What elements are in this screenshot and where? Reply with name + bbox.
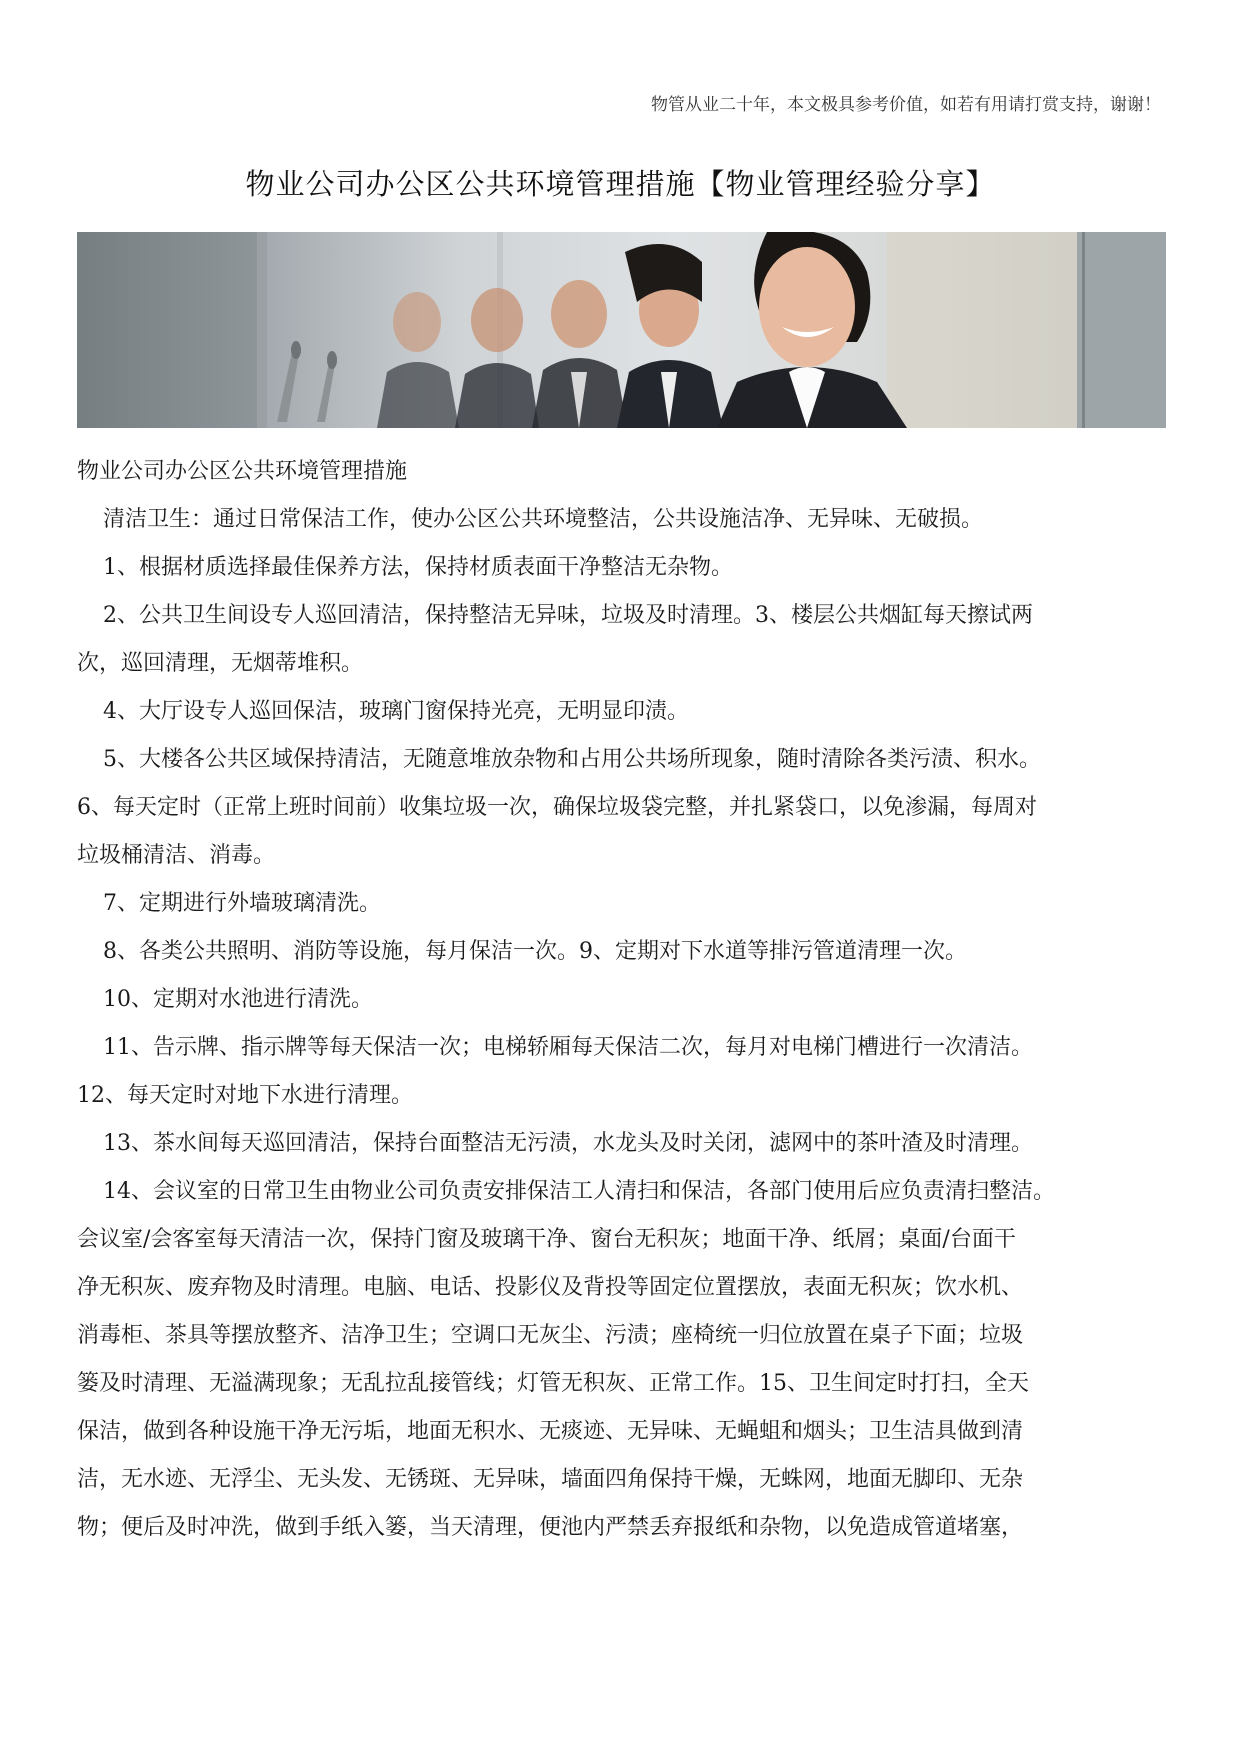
paragraph-line: 7、定期进行外墙玻璃清洗。 — [103, 891, 381, 916]
paragraph-line: 次，巡回清理，无烟蒂堆积。 — [77, 651, 364, 676]
paragraph-line: 垃圾桶清洁、消毒。 — [77, 843, 276, 868]
paragraph-line: 12、每天定时对地下水进行清理。 — [77, 1083, 413, 1108]
paragraph-line: 11、告示牌、指示牌等每天保洁一次；电梯轿厢每天保洁二次，每月对电梯门槽进行一次清洁。 — [103, 1035, 1033, 1060]
paragraph-line: 4、大厅设专人巡回保洁，玻璃门窗保持光亮，无明显印渍。 — [103, 699, 689, 724]
paragraph-line: 2、公共卫生间设专人巡回清洁，保持整洁无异味，垃圾及时清理。3、楼层公共烟缸每天擦试两 — [103, 603, 1033, 628]
paragraph-line: 洁，无水迹、无浮尘、无头发、无锈斑、无异味，墙面四角保持干燥，无蛛网，地面无脚印、无杂 — [77, 1467, 1024, 1492]
banner-photo — [77, 232, 1166, 428]
paragraph-line: 5、大楼各公共区域保持清洁，无随意堆放杂物和占用公共场所现象，随时清除各类污渍、积水。 — [103, 747, 1042, 772]
paragraph-line: 物；便后及时冲洗，做到手纸入篓，当天清理，便池内严禁丢弃报纸和杂物，以免造成管道堵塞， — [77, 1515, 1024, 1540]
paragraph-line: 保洁，做到各种设施干净无污垢，地面无积水、无痰迹、无异味、无蝇蛆和烟头；卫生洁具做到清 — [77, 1419, 1024, 1444]
document-title: 物业公司办公区公共环境管理措施【物业管理经验分享】 — [245, 167, 996, 201]
paragraph-line: 净无积灰、废弃物及时清理。电脑、电话、投影仪及背投等固定位置摆放，表面无积灰；饮水机、 — [77, 1275, 1024, 1300]
paragraph-line: 1、根据材质选择最佳保养方法，保持材质表面干净整洁无杂物。 — [103, 555, 733, 580]
paragraph-line: 10、定期对水池进行清洗。 — [103, 987, 373, 1012]
paragraph-line: 清洁卫生：通过日常保洁工作，使办公区公共环境整洁，公共设施洁净、无异味、无破损。 — [103, 507, 984, 532]
paragraph-line: 消毒柜、茶具等摆放整齐、洁净卫生；空调口无灰尘、污渍；座椅统一归位放置在桌子下面；垃圾 — [77, 1323, 1024, 1348]
header-note: 物管从业二十年，本文极具参考价值，如若有用请打赏支持，谢谢！ — [651, 95, 1161, 115]
paragraph-line: 篓及时清理、无溢满现象；无乱拉乱接管线；灯管无积灰、正常工作。15、卫生间定时打扫，全天 — [77, 1371, 1029, 1396]
paragraph-line: 会议室/会客室每天清洁一次，保持门窗及玻璃干净、窗台无积灰；地面干净、纸屑；桌面/台面干 — [77, 1227, 1016, 1252]
paragraph-line: 6、每天定时（正常上班时间前）收集垃圾一次，确保垃圾袋完整，并扎紧袋口，以免渗漏，每周对 — [77, 795, 1038, 820]
paragraph-line: 8、各类公共照明、消防等设施，每月保洁一次。9、定期对下水道等排污管道清理一次。 — [103, 939, 967, 964]
document-body — [77, 448, 1169, 1552]
section-heading: 物业公司办公区公共环境管理措施 — [77, 459, 408, 484]
paragraph-line: 13、茶水间每天巡回清洁，保持台面整洁无污渍，水龙头及时关闭，滤网中的茶叶渣及时清理。 — [103, 1131, 1033, 1156]
paragraph-line: 14、会议室的日常卫生由物业公司负责安排保洁工人清扫和保洁，各部门使用后应负责清扫整洁。 — [103, 1179, 1055, 1204]
